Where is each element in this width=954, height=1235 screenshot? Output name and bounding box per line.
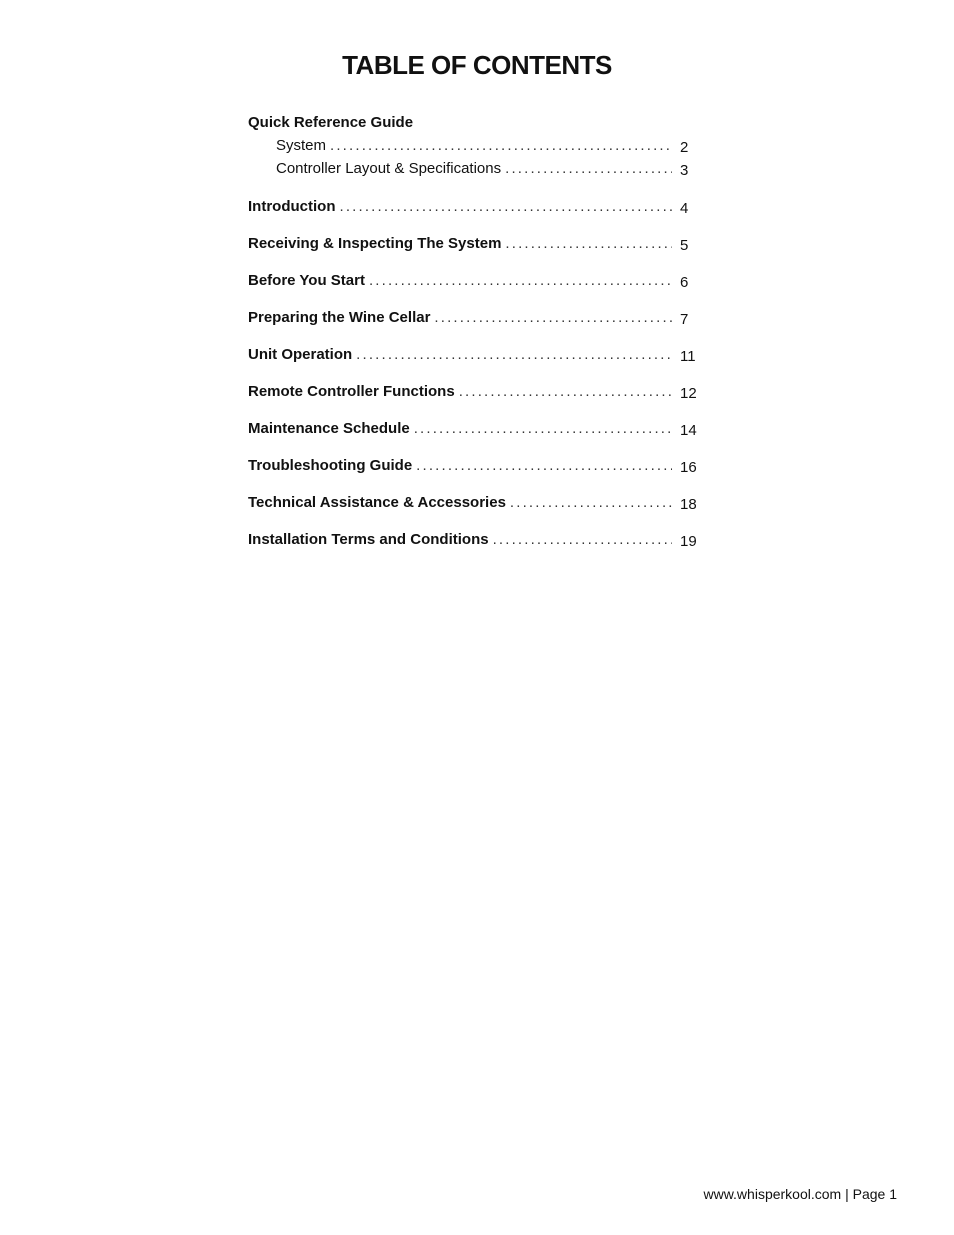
- toc-entry-label: Troubleshooting Guide: [248, 457, 413, 474]
- toc-entry-page: 11: [680, 348, 696, 365]
- dot-leader: [505, 232, 672, 255]
- toc-entry-label: Remote Controller Functions: [248, 383, 455, 400]
- footer-separator: |: [845, 1186, 849, 1202]
- toc-entry-page: 19: [680, 533, 697, 550]
- toc-entry-page: 3: [680, 162, 689, 179]
- toc-entry-page: 18: [680, 496, 697, 513]
- toc-entry-label: Introduction: [248, 198, 336, 215]
- dot-leader: [416, 454, 672, 477]
- toc-entry-installation-terms[interactable]: [248, 528, 708, 551]
- footer-page-number: Page 1: [852, 1186, 897, 1202]
- toc-entry-page: 7: [680, 311, 689, 328]
- footer-website-link[interactable]: www.whisperkool.com: [703, 1186, 842, 1202]
- toc-entry-label: Controller Layout & Specifications: [276, 160, 502, 177]
- toc-entry-page: 16: [680, 459, 697, 476]
- dot-leader: [369, 269, 672, 292]
- toc-entry-troubleshooting-guide[interactable]: [248, 454, 708, 477]
- toc-entry-controller-layout[interactable]: [248, 157, 708, 180]
- dot-leader: [414, 417, 672, 440]
- toc-entry-page: 2: [680, 139, 689, 156]
- toc-entry-before-you-start[interactable]: [248, 269, 708, 292]
- toc-entry-label: Maintenance Schedule: [248, 420, 410, 437]
- toc-entry-page: 12: [680, 385, 697, 402]
- toc-entry-label: System: [276, 137, 327, 154]
- dot-leader: [510, 491, 672, 514]
- toc-entry-label: Installation Terms and Conditions: [248, 531, 489, 548]
- toc-entry-receiving-inspecting[interactable]: [248, 232, 708, 255]
- toc-entry-label: Preparing the Wine Cellar: [248, 309, 431, 326]
- toc-entry-preparing-wine-cellar[interactable]: [248, 306, 708, 329]
- page-title: TABLE OF CONTENTS: [342, 50, 612, 80]
- dot-leader: [330, 134, 672, 157]
- toc-section-header-quick-reference: Quick Reference Guide: [248, 114, 414, 131]
- toc-entry-remote-controller-functions[interactable]: [248, 380, 708, 403]
- dot-leader: [493, 528, 672, 551]
- toc-entry-introduction[interactable]: [248, 195, 708, 218]
- dot-leader: [505, 157, 672, 180]
- toc-entry-technical-assistance[interactable]: [248, 491, 708, 514]
- page-footer: [703, 1186, 897, 1202]
- dot-leader: [434, 306, 672, 329]
- toc-entry-unit-operation[interactable]: [248, 343, 708, 366]
- dot-leader: [356, 343, 672, 366]
- toc-entry-label: Before You Start: [248, 272, 365, 289]
- toc-entry-system[interactable]: [248, 134, 708, 157]
- toc-entry-page: 4: [680, 200, 689, 217]
- toc-entry-page: 5: [680, 237, 689, 254]
- toc-entry-label: Unit Operation: [248, 346, 353, 363]
- toc-entry-page: 14: [680, 422, 697, 439]
- toc-entry-maintenance-schedule[interactable]: [248, 417, 708, 440]
- dot-leader: [339, 195, 672, 218]
- toc-entry-label: Receiving & Inspecting The System: [248, 235, 502, 252]
- table-of-contents: [248, 112, 708, 551]
- toc-entry-page: 6: [680, 274, 689, 291]
- dot-leader: [459, 380, 672, 403]
- toc-entry-label: Technical Assistance & Accessories: [248, 494, 506, 511]
